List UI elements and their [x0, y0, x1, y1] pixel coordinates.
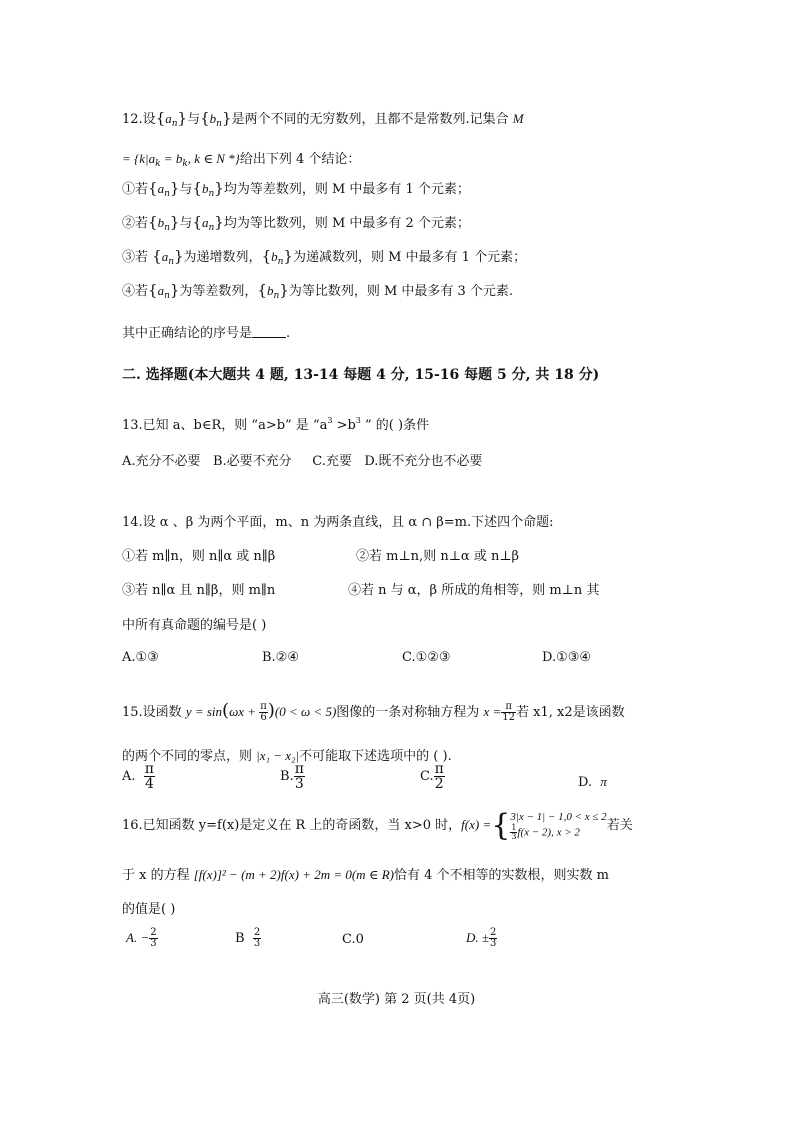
brace-close: } [221, 109, 232, 127]
piecewise [510, 810, 606, 841]
q16-opt-b-label: B [235, 931, 245, 946]
brace-open: { [148, 179, 158, 197]
c3-mid: 为递增数列， [183, 250, 262, 265]
frac-num: π [294, 761, 304, 777]
case-2: f(x − 2), x > 2 [517, 826, 580, 839]
c1-suffix: 均为等差数列，则 M 中最多有 1 个元素； [223, 182, 470, 197]
c4-suffix: 为等比数列，则 M 中最多有 3 个元素. [288, 284, 514, 299]
q12-conclusion-2 [122, 212, 470, 233]
q13-option-b[interactable]: B.必要不充分 [212, 454, 292, 469]
frac-den: 3 [294, 776, 304, 792]
q15-func-inner: ωx + [229, 704, 260, 719]
q15-xeq: x = [483, 704, 502, 719]
q14-props-row2 [122, 579, 275, 598]
sub-n: n [273, 291, 280, 301]
q14-prop-2: ②若 m⊥n,则 n⊥α 或 n⊥β [356, 549, 520, 564]
seq-a: a [157, 181, 165, 196]
frac-den: 6 [260, 712, 267, 723]
q12-conclusion-1 [122, 178, 470, 199]
piecewise-brace: { [491, 808, 511, 843]
q14-prop-1: ①若 m∥n，则 n∥α 或 n∥β [122, 549, 276, 564]
sub-n: n [216, 119, 222, 129]
frac-den: 4 [144, 776, 154, 792]
brace-open: { [152, 247, 162, 265]
q13-option-c[interactable]: C.充要 [312, 454, 352, 469]
frac-num: π [260, 701, 267, 712]
q16-ask-text: 的值是( ) [122, 902, 176, 917]
q15-stem [122, 700, 625, 723]
frac-den: 3 [511, 832, 517, 841]
seq-a: a [165, 111, 172, 126]
q14-option-a-label: A.①③ [122, 650, 159, 665]
sub-n: n [171, 119, 178, 129]
frac-den: 3 [490, 938, 497, 949]
q12-line2 [122, 148, 360, 169]
seq-a: a [157, 283, 165, 298]
set-def-mid: = b [160, 151, 183, 166]
q14-option-b-label: B.②④ [262, 650, 299, 665]
brace-open: { [192, 179, 202, 197]
sub-n: n [208, 223, 215, 233]
q12-prefix: 12.设 [122, 112, 156, 127]
q15-after: 若 x1, x2是该函数 [515, 705, 625, 720]
sub-n: n [164, 223, 170, 233]
q15-opt-b-label: B. [280, 769, 294, 784]
q14-option-c-label: C.①②③ [402, 650, 451, 665]
q15-option-c[interactable] [420, 762, 445, 791]
q14-props-row1 [122, 545, 275, 564]
q15-line2-end: 不可能取下述选项中的 ( ). [299, 749, 452, 764]
case-2-row [510, 824, 606, 841]
brace-open: { [200, 109, 210, 127]
q14-option-c[interactable] [402, 650, 451, 665]
q12-conclusion-4 [122, 280, 513, 301]
seq-b: b [266, 283, 274, 298]
q13-stem [122, 414, 429, 433]
q14-prop-4-wrap [348, 579, 599, 598]
seq-a: a [201, 215, 209, 230]
q13-option-d[interactable]: D.既不充分也不必要 [364, 454, 483, 469]
q15-abs: |x₁ − x₂| [256, 748, 300, 763]
paren-open: ( [222, 700, 230, 721]
sup-3: 3 [355, 416, 361, 425]
frac-pi-3 [294, 762, 305, 791]
seq-b: b [209, 111, 217, 126]
seq-b: b [271, 249, 278, 264]
page-footer [0, 988, 793, 1007]
frac-2-3 [149, 928, 157, 949]
brace-close: } [279, 281, 289, 299]
q15-opt-c-label: C. [420, 769, 434, 784]
q14-stem [122, 511, 554, 530]
q16-option-d[interactable] [466, 928, 497, 949]
q12-line1 [122, 108, 524, 129]
set-M: M [512, 111, 524, 126]
brace-close: } [174, 247, 184, 265]
q16-stem [122, 808, 633, 843]
q13-stem-mid: >b [332, 418, 356, 433]
frac-num: 1 [511, 823, 517, 832]
brace-open: { [257, 281, 267, 299]
brace-close: } [177, 109, 188, 127]
frac-num: 2 [150, 927, 157, 938]
q16-prefix: 16.已知函数 y=f(x)是定义在 R 上的奇函数，当 x>0 时， [122, 818, 462, 833]
c2-mid: 与 [179, 216, 193, 231]
q12-suffix: 是两个不同的无穷数列，且都不是常数列.记集合 [231, 112, 509, 127]
section-heading [122, 364, 599, 384]
footer-text: 高三(数学) 第 2 页(共 4页) [317, 992, 476, 1007]
c4-mid: 为等差数列， [179, 284, 258, 299]
brace-close: } [283, 247, 293, 265]
brace-open: { [192, 213, 202, 231]
brace-close: } [169, 213, 180, 231]
q13-options [122, 450, 482, 469]
brace-close: } [169, 281, 180, 299]
q15-opt-d-label: D. [578, 775, 593, 790]
brace-open: { [261, 247, 272, 265]
q16-fx: f(x) = [461, 817, 492, 832]
q13-stem-end: ” 的( )条件 [360, 418, 430, 433]
q14-option-d[interactable] [542, 650, 591, 665]
q12-ask-text: 其中正确结论的序号是 [122, 326, 253, 341]
brace-close: } [214, 213, 224, 231]
q15-option-a[interactable] [122, 762, 155, 791]
q15-func: y = sin [185, 704, 223, 719]
q16-after: 若关 [606, 818, 633, 833]
q15-option-b[interactable] [280, 762, 305, 791]
frac-den: 3 [253, 938, 261, 949]
q12-ask-end: . [286, 326, 291, 341]
frac-num: π [434, 761, 444, 777]
brace-open: { [155, 109, 166, 127]
brace-close: } [169, 179, 180, 197]
frac-2-3 [253, 928, 261, 949]
q15-cond: (0 < ω < 5) [274, 704, 337, 719]
answer-blank[interactable] [252, 325, 286, 338]
seq-b: b [201, 181, 209, 196]
sub-n: n [164, 189, 170, 199]
sub-k: k [155, 159, 161, 169]
sub-n: n [208, 189, 215, 199]
sup-3: 3 [327, 416, 333, 425]
q12-conclusion-3 [122, 246, 526, 267]
q12-line2-suffix: 给出下列 4 个结论： [239, 152, 361, 167]
c2-prefix: ②若 [122, 216, 149, 231]
q14-prop-4: ④若 n 与 α，β 所成的角相等，则 m⊥n 其 [348, 583, 600, 598]
q12-ask [122, 322, 290, 341]
q14-stem-text: 14.设 α 、β 为两个平面，m、n 为两条直线，且 α ∩ β=m.下述四个命题: [122, 515, 554, 530]
q16-line2 [122, 864, 609, 883]
q16-equation: [f(x)]² − (m + 2)f(x) + 2m = 0(m ∈ R) [193, 867, 394, 882]
sub-n: n [164, 291, 170, 301]
q15-mid: 图像的一条对称轴方程为 [336, 705, 480, 720]
frac-den: 3 [150, 938, 157, 949]
q15-opt-d-value: π [600, 774, 607, 789]
q16-line2-prefix: 于 x 的方程 [122, 868, 194, 883]
q15-option-d[interactable] [578, 774, 607, 790]
frac-pi-4 [144, 762, 155, 791]
frac-2-3 [489, 928, 497, 949]
frac-pi-12 [501, 702, 516, 723]
brace-close: } [214, 179, 224, 197]
sub-n: n [168, 257, 174, 267]
seq-a: a [161, 249, 169, 264]
c3-suffix: 为递减数列，则 M 中最多有 1 个元素； [292, 250, 527, 265]
q14-option-a[interactable] [122, 650, 159, 665]
c1-prefix: ①若 [122, 182, 149, 197]
q14-option-d-label: D.①③④ [542, 650, 592, 665]
q16-line3 [122, 898, 175, 917]
section-heading-text: 二. 选择题(本大题共 4 题, 13-14 每题 4 分, 15-16 每题 5 分, 共 18 分) [122, 367, 600, 383]
case-1: 3|x − 1| − 1,0 < x ≤ 2 [510, 811, 607, 823]
q14-ask [122, 614, 266, 633]
q14-ask-text: 中所有真命题的编号是( ) [122, 618, 267, 633]
frac-pi-6 [259, 702, 268, 723]
q14-prop-2-wrap [356, 545, 519, 564]
q12-mid: 与 [187, 112, 201, 127]
set-def: = {k|a [122, 151, 156, 166]
q16-opt-d-label: D. ± [466, 930, 490, 945]
c4-prefix: ④若 [122, 284, 149, 299]
frac-num: 2 [253, 927, 261, 938]
c3-prefix: ③若 [122, 250, 149, 265]
frac-pi-2 [434, 762, 445, 791]
sub-k: k [182, 159, 188, 169]
q16-option-a[interactable] [126, 928, 158, 949]
frac-den: 2 [434, 776, 444, 792]
set-def-tail: , k ∈ N *} [187, 151, 240, 166]
q16-opt-c-label: C.0 [342, 932, 364, 947]
paren-close: ) [267, 700, 275, 721]
q16-option-b[interactable] [235, 928, 261, 949]
q16-option-c[interactable] [342, 932, 364, 947]
q15-opt-a-label: A. [122, 769, 136, 784]
frac-den: 12 [502, 712, 515, 723]
q16-opt-a-label: A. − [126, 930, 150, 945]
brace-open: { [148, 281, 158, 299]
brace-open: { [148, 213, 158, 231]
q16-line2-suffix: 恰有 4 个不相等的实数根，则实数 m [393, 868, 609, 883]
c1-mid: 与 [179, 182, 193, 197]
frac-num: π [144, 761, 154, 777]
q15-line2-text: 的两个不同的零点，则 [122, 749, 253, 764]
c2-suffix: 均为等比数列，则 M 中最多有 2 个元素； [223, 216, 470, 231]
q14-prop-3: ③若 n∥α 且 n∥β，则 m∥n [122, 583, 276, 598]
frac-num: 2 [490, 927, 497, 938]
sub-n: n [277, 257, 284, 267]
q13-stem-text: 13.已知 a、b∈R，则 “a>b” 是 “a [122, 418, 328, 433]
q15-prefix: 15.设函数 [122, 705, 186, 720]
q14-option-b[interactable] [262, 650, 299, 665]
frac-num: π [505, 701, 512, 712]
q13-option-a[interactable]: A.充分不必要 [122, 454, 201, 469]
seq-b: b [157, 215, 165, 230]
